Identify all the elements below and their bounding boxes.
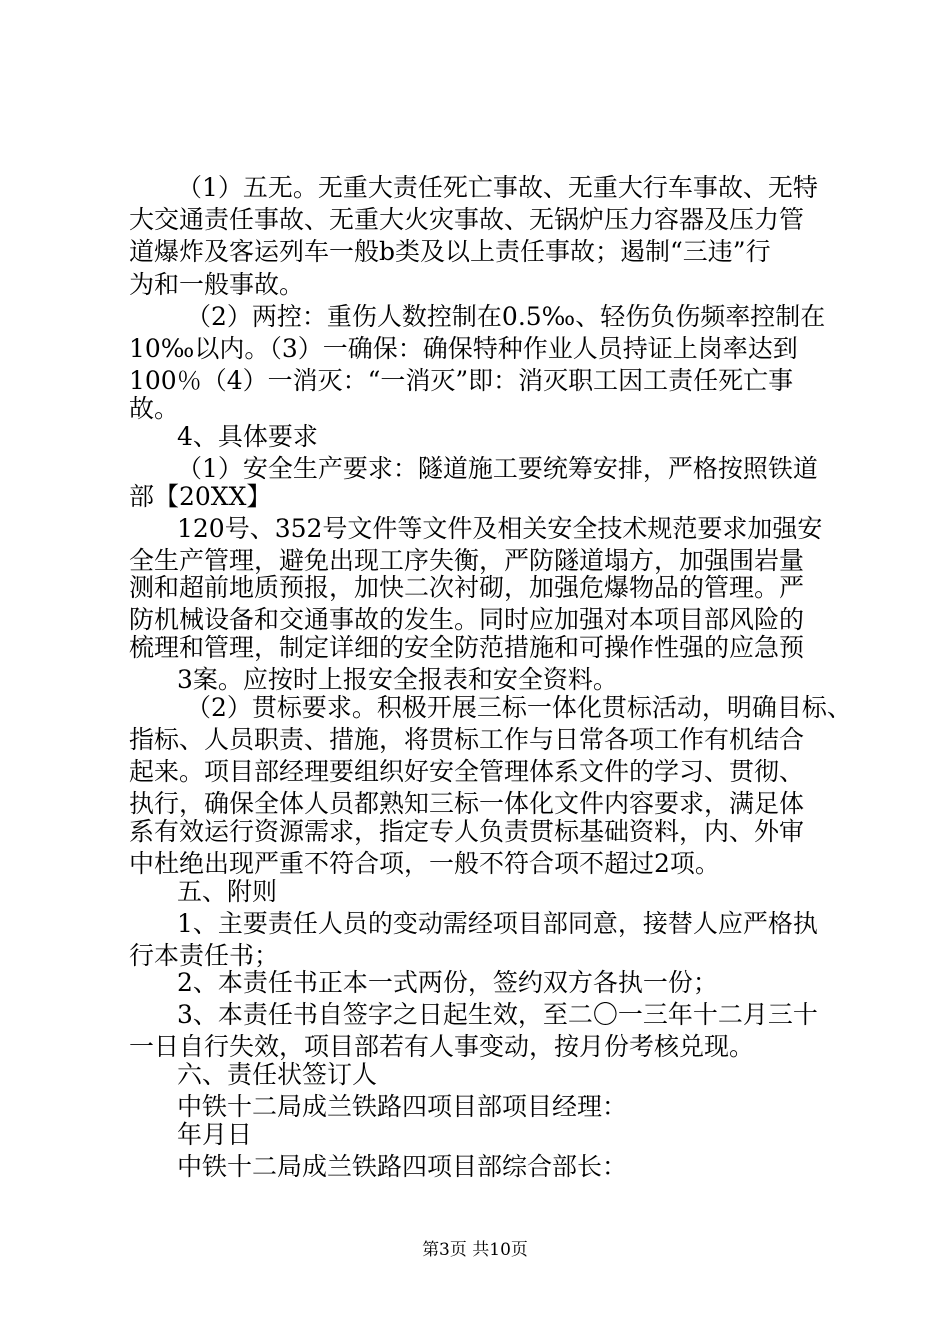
date-line: 年月日 — [177, 1120, 253, 1149]
text-line: 道爆炸及客运列车一般b类及以上责任事故；遏制“三违”行 — [129, 237, 771, 266]
text-line: 为和一般事故。 — [129, 270, 305, 299]
text-line: 100％（4）一消灭：“一消灭”即：消灭职工因工责任死亡事 — [129, 366, 794, 395]
text-line: （1）安全生产要求：隧道施工要统筹安排，严格按照铁道 — [177, 454, 818, 483]
text-line: （2）贯标要求。积极开展三标一体化贯标活动，明确目标、 — [186, 693, 852, 722]
text-line: （2）两控：重伤人数控制在0.5‰、轻伤负伤频率控制在 — [186, 302, 826, 331]
section-heading: 五、附则 — [177, 877, 278, 906]
section-heading: 六、责任状签订人 — [177, 1060, 378, 1089]
signatory-line: 中铁十二局成兰铁路四项目部项目经理： — [177, 1092, 628, 1121]
text-line: 行本责任书； — [129, 941, 280, 970]
text-line: 系有效运行资源需求，指定专人负责贯标基础资料，内、外审 — [129, 817, 805, 846]
text-line: 执行，确保全体人员都熟知三标一体化文件内容要求，满足体 — [129, 789, 805, 818]
text-line: 指标、人员职责、措施，将贯标工作与日常各项工作有机结合 — [129, 725, 805, 754]
text-line: 部【20XX】 — [129, 482, 272, 511]
text-line: 梳理和管理，制定详细的安全防范措施和可操作性强的应急预 — [129, 633, 805, 662]
text-line: 2、本责任书正本一式两份，签约双方各执一份； — [177, 968, 718, 997]
section-heading: 4、具体要求 — [177, 422, 318, 451]
text-line: （1）五无。无重大责任死亡事故、无重大行车事故、无特 — [177, 173, 818, 202]
text-line: 3案。应按时上报安全报表和安全资料。 — [177, 665, 618, 694]
signatory-line: 中铁十二局成兰铁路四项目部综合部长： — [177, 1152, 628, 1181]
text-line: 1、主要责任人员的变动需经项目部同意，接替人应严格执 — [177, 909, 818, 938]
text-line: 故。 — [129, 394, 180, 423]
text-line: 一日自行失效，项目部若有人事变动，按月份考核兑现。 — [129, 1032, 755, 1061]
text-line: 测和超前地质预报，加快二次衬砌，加强危爆物品的管理。严 — [129, 573, 805, 602]
text-line: 120号、352号文件等文件及相关安全技术规范要求加强安 — [177, 514, 823, 543]
text-line: 中杜绝出现严重不符合项，一般不符合项不超过2项。 — [129, 849, 720, 878]
text-line: 全生产管理，避免出现工序失衡，严防隧道塌方，加强围岩量 — [129, 546, 805, 575]
text-line: 防机械设备和交通事故的发生。同时应加强对本项目部风险的 — [129, 605, 805, 634]
text-line: 大交通责任事故、无重大火灾事故、无锅炉压力容器及压力管 — [129, 205, 805, 234]
text-line: 10‰以内。（3）一确保：确保特种作业人员持证上岗率达到 — [129, 334, 798, 363]
text-line: 3、本责任书自签字之日起生效，至二〇一三年十二月三十 — [177, 1000, 818, 1029]
page-number: 第3页 共10页 — [422, 1240, 528, 1260]
text-line: 起来。项目部经理要组织好安全管理体系文件的学习、贯彻、 — [129, 757, 805, 786]
